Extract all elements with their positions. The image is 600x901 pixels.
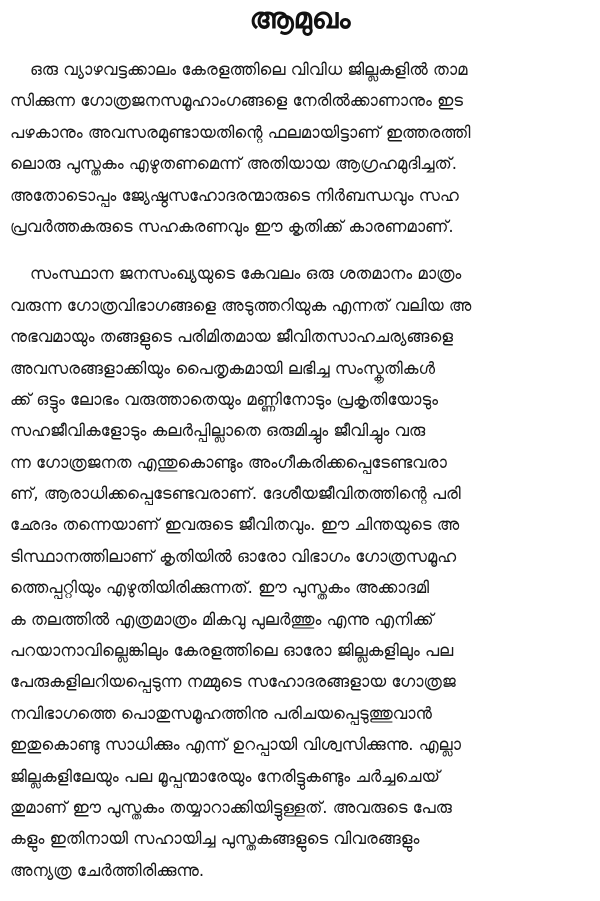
text-line: പേരുകളിലറിയപ്പെടുന്ന നമ്മുടെ സഹോദരങ്ങളായ ഗോത്രജ [10, 672, 456, 692]
text-line: പ്രവർത്തകരുടെ സഹകരണവും ഈ കൃതിക്ക് കാരണമാണ്. [10, 216, 454, 236]
text-line: ന്ന ഗോത്രജനത എന്തുകൊണ്ടും അംഗീകരിക്കപ്പെടേണ്ടവരാ [10, 452, 447, 472]
text-line: ഒരു വ്യാഴവട്ടക്കാലം കേരളത്തിലെ വിവിധ ജില്ലകളിൽ താമ [30, 60, 468, 79]
text-line: ഇതുകൊണ്ടു സാധിക്കും എന്ന് ഉറപ്പായി വിശ്വസിക്കുന്നു. എല്ലാ [10, 735, 462, 755]
text-line: സിക്കുന്ന ഗോത്രജനസമൂഹാംഗങ്ങളെ നേരിൽക്കാണാനും ഇട [10, 91, 464, 111]
body-text [10, 54, 593, 886]
text-line: ലൊരു പുസ്തകം എഴുതണമെന്ന് അതിയായ ആഗ്രഹമുദിച്ചത്. [10, 154, 457, 174]
text-line: ത്തെപ്പറ്റിയും എഴുതിയിരിക്കുന്നത്. ഈ പുസ്തകം അക്കാദമി [10, 578, 430, 598]
text-line: വരുന്ന ഗോത്രവിഭാഗങ്ങളെ അടുത്തറിയുക എന്നത് വലിയ അ [10, 295, 472, 315]
text-line: ണ്, ആരാധിക്കപ്പെടേണ്ടവരാണ്. ദേശീയജീവിതത്തിന്റെ പരി [10, 484, 461, 504]
text-line: സഹജീവികളോടും കലർപ്പില്ലാതെ ഒരുമിച്ചും ജീവിച്ചും വരു [10, 421, 426, 441]
text-line: അതോടൊപ്പം ജ്യേഷ്ഠസഹോദരന്മാരുടെ നിർബന്ധവും സഹ [10, 185, 459, 205]
text-line: ടിസ്ഥാനത്തിലാണ് കൃതിയിൽ ഓരോ വിഭാഗം ഗോത്രസമൂഹ [10, 546, 457, 566]
text-line: ഛേദം തന്നെയാണ് ഇവരുടെ ജീവിതവും. ഈ ചിന്തയുടെ അ [10, 515, 460, 535]
text-line: ജില്ലകളിലേയും പല മൂപ്പന്മാരേയും നേരിട്ടുകണ്ടും ചർച്ചചെയ് [10, 766, 440, 786]
paragraph-2 [10, 258, 593, 886]
text-line: പറയാനാവില്ലെങ്കിലും കേരളത്തിലെ ഓരോ ജില്ലകളിലും പല [10, 641, 454, 661]
text-line: പഴകാനും അവസരമുണ്ടായതിന്റെ ഫലമായിട്ടാണ് ഇത്തരത്തി [10, 122, 471, 142]
text-line: ക്ക് ഒട്ടും ലോഭം വരുത്താതെയും മണ്ണിനോടും പ്രകൃതിയോടും [10, 389, 439, 409]
text-line: അവസരങ്ങളാക്കിയും പൈതൃകമായി ലഭിച്ച സംസ്കൃതികൾ [10, 358, 436, 378]
text-line: സംസ്ഥാന ജനസംഖ്യയുടെ കേവലം ഒരു ശതമാനം മാത്രം [30, 264, 462, 284]
text-line: കളും ഇതിനായി സഹായിച്ച പുസ്തകങ്ങളുടെ വിവരങ്ങളും [10, 829, 420, 849]
paragraph-1 [10, 54, 593, 242]
text-line: നവിഭാഗത്തെ പൊതുസമൂഹത്തിനു പരിചയപ്പെടുത്തുവാൻ [10, 703, 432, 723]
text-line: ക തലത്തിൽ എത്രമാത്രം മികവു പുലർത്തും എന്നു എനിക്ക് [10, 609, 434, 629]
text-line: അന്യത്ര ചേർത്തിരിക്കുന്നു. [10, 860, 205, 880]
text-line: തുമാണ് ഈ പുസ്തകം തയ്യാറാക്കിയിട്ടുള്ളത്. അവരുടെ പേരു [10, 797, 452, 817]
page-title: ആമുഖം [249, 1, 351, 35]
text-line: നുഭവമായും തങ്ങളുടെ പരിമിതമായ ജീവിതസാഹചര്യങ്ങളെ [10, 327, 454, 347]
